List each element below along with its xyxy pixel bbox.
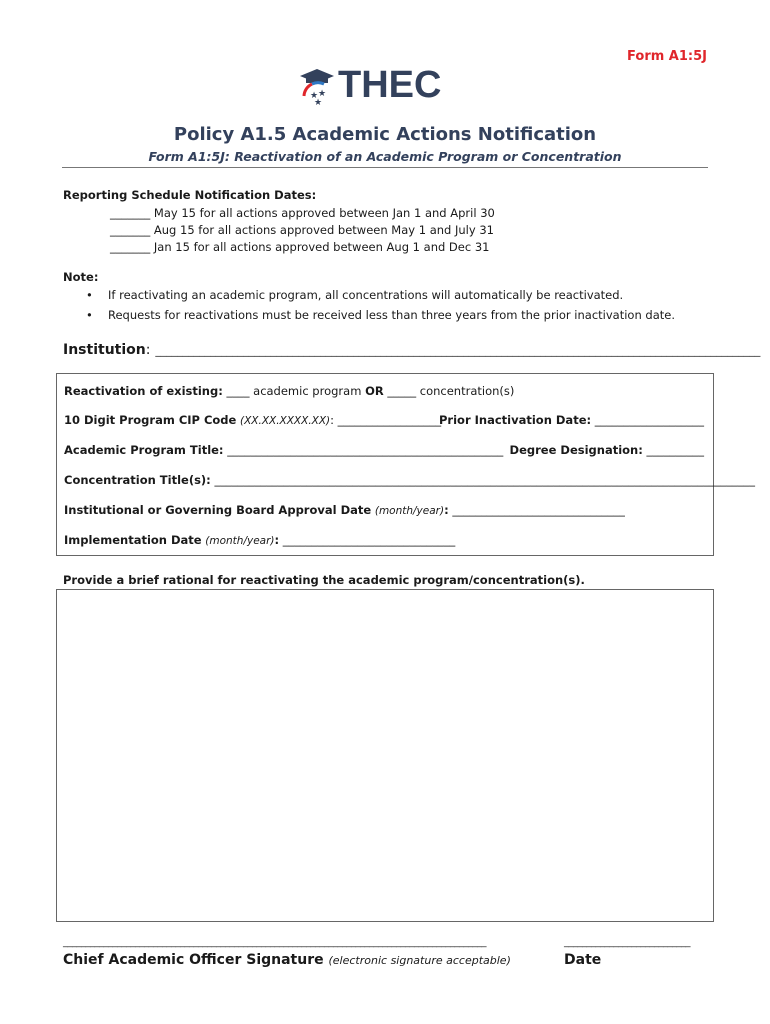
degree-designation-label: Degree Designation: (509, 443, 643, 457)
cip-code-field[interactable] (64, 413, 441, 427)
concentration-title-label: Concentration Title(s): (64, 473, 211, 487)
rational-textarea[interactable] (56, 589, 714, 922)
institution-label: Institution (63, 342, 146, 358)
prior-inactivation-field[interactable] (439, 413, 704, 427)
title-divider (62, 167, 708, 168)
note-item: If reactivating an academic program, all concentrations will automatically be reactivated. (108, 288, 624, 302)
bullet-icon: • (86, 308, 93, 322)
cip-code-line[interactable]: : __________________ (330, 413, 442, 427)
schedule-heading: Reporting Schedule Notification Dates: (63, 188, 317, 202)
graduation-cap-icon (298, 66, 340, 108)
signature-line[interactable]: ______________________________________________________________________________________________ (63, 937, 486, 948)
date-label: Date (564, 952, 602, 968)
prior-inactivation-line[interactable]: ___________________ (594, 413, 704, 427)
svg-text:★: ★ (318, 89, 327, 99)
implementation-date-line[interactable]: ______________________________ (282, 533, 456, 547)
degree-designation-line[interactable]: __________ (646, 443, 704, 457)
program-option-text: academic program (253, 384, 362, 398)
approval-date-label: Institutional or Governing Board Approval Date (64, 503, 372, 517)
institution-field[interactable] (63, 342, 760, 358)
schedule-option-aug[interactable]: _______ Aug 15 for all actions approved between May 1 and July 31 (110, 223, 494, 237)
program-title-field[interactable] (64, 443, 503, 457)
approval-date-line[interactable]: ______________________________ (452, 503, 625, 517)
approval-date-field[interactable] (64, 503, 625, 517)
implementation-date-format: (month/year) (205, 535, 275, 547)
signature-label (63, 952, 511, 968)
degree-designation-field[interactable] (510, 443, 704, 457)
program-checkbox-blank[interactable]: ____ (226, 384, 250, 398)
or-text: OR (365, 384, 384, 398)
program-title-label: Academic Program Title: (64, 443, 224, 457)
rational-heading: Provide a brief rational for reactivating the academic program/concentration(s). (63, 573, 585, 587)
page-title: Policy A1.5 Academic Actions Notification (173, 124, 597, 145)
svg-text:★: ★ (310, 91, 319, 101)
concentration-title-field[interactable] (64, 473, 755, 487)
institution-line[interactable]: ______________________________________________________________________________________________________________ (155, 344, 761, 357)
note-item: Requests for reactivations must be received less than three years from the prior inactivation date. (108, 308, 675, 322)
implementation-date-label: Implementation Date (64, 533, 202, 547)
bullet-icon: • (86, 288, 93, 302)
approval-date-colon: : (444, 503, 449, 517)
thec-logo (298, 66, 478, 108)
signature-label-text: Chief Academic Officer Signature (63, 952, 324, 968)
schedule-option-may[interactable]: _______ May 15 for all actions approved between Jan 1 and April 30 (110, 206, 495, 220)
date-line[interactable]: ____________________________ (564, 937, 690, 948)
signature-note: (electronic signature acceptable) (328, 954, 511, 967)
approval-date-format: (month/year) (374, 505, 445, 517)
svg-text:★: ★ (314, 98, 323, 108)
logo-text: THEC (338, 64, 442, 106)
implementation-date-colon: : (274, 533, 280, 547)
concentration-option-text: concentration(s) (419, 384, 515, 398)
program-details-box (56, 373, 755, 556)
form-id: Form A1:5J (627, 49, 707, 64)
cip-code-label: 10 Digit Program CIP Code (64, 413, 237, 427)
concentration-title-line[interactable]: ______________________________________________________________________________________________ (214, 473, 755, 487)
reactivation-label: Reactivation of existing: (64, 384, 223, 398)
implementation-date-field[interactable] (64, 533, 455, 547)
program-title-line[interactable]: ________________________________________________ (227, 443, 504, 457)
reactivation-row (64, 384, 514, 398)
institution-colon: : (145, 342, 151, 358)
page-subtitle: Form A1:5J: Reactivation of an Academic Program or Concentration (148, 149, 622, 164)
concentration-checkbox-blank[interactable]: _____ (387, 384, 417, 398)
note-heading: Note: (63, 270, 99, 284)
cip-code-format: (XX.XX.XXXX.XX) (240, 415, 331, 427)
prior-inactivation-label: Prior Inactivation Date: (439, 413, 592, 427)
schedule-option-jan[interactable]: _______ Jan 15 for all actions approved between Aug 1 and Dec 31 (110, 240, 490, 254)
